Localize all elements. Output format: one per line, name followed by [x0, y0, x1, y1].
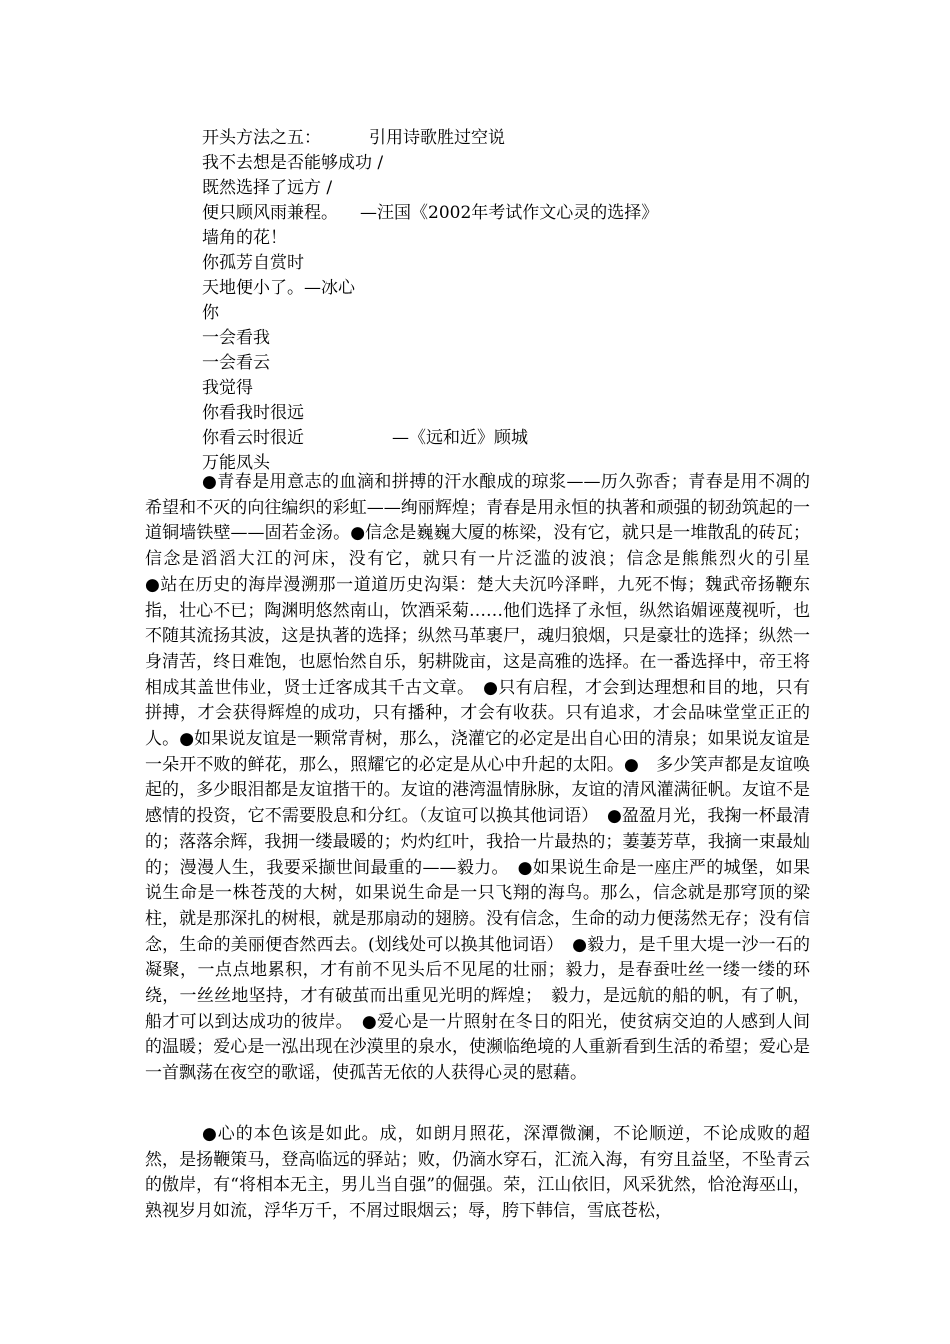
poem-line [202, 326, 802, 351]
poem-line-text: 墙角的花！ [202, 228, 287, 248]
poem-line [202, 426, 802, 451]
poem-line [202, 226, 802, 251]
poem-line [202, 351, 802, 376]
poem-line [202, 401, 802, 426]
body-paragraph: ●心的本色该是如此。成，如朗月照花，深潭微澜，不论顺逆，不论成败的超然，是扬鞭策马，登高临远的驿站；败，仍滴水穿石，汇流入海，有穷且益坚，不坠青云的傲岸，有“将相本无主，男儿当自强”的倔强。荣，江山依旧，风采犹然，恰沧海巫山，熟视岁月如流，浮华万千，不屑过眼烟云；辱，胯下韩信，雪底苍松， [145, 1124, 810, 1222]
poem-line-text: 天地便小了。—冰心 [202, 278, 355, 298]
poem-attribution: —汪国《2002年考试作文心灵的选择》 [360, 203, 659, 223]
heading-text: 开头方法之五： [202, 128, 321, 148]
poem-line [202, 376, 802, 401]
poem-line-text: 一会看云 [202, 353, 270, 373]
poem-line-text: 我不去想是否能够成功 / [202, 153, 384, 173]
heading-subtitle: 引用诗歌胜过空说 [369, 128, 505, 148]
poem-line [202, 201, 802, 226]
poem-block [202, 126, 802, 476]
poem-line-text: 你看我时很远 [202, 403, 304, 423]
body-paragraph: ●青春是用意志的血滴和拼搏的汗水酿成的琼浆——历久弥香；青春是用不凋的希望和不灭的向往编织的彩虹——绚丽辉煌；青春是用永恒的执著和顽强的韧劲筑起的一道铜墙铁壁——固若金汤。●信念是巍巍大厦的栋梁，没有它，就只是一堆散乱的砖瓦；信念是滔滔大江的河床，没有它，就只有一片泛滥的波浪；信念是熊熊烈火的引星 ●站在历史的海岸漫溯那一道道历史沟渠：楚大夫沉吟泽畔，九死不悔；魏武帝扬鞭东指，壮心不已；陶渊明悠然南山，饮酒采菊……他们选择了永恒，纵然谄媚诬蔑视听，也不随其流扬其波，这是执著的选择；纵然马革裹尸，魂归狼烟，只是豪壮的选择；纵然一身清苦，终日难饱，也愿怡然自乐，躬耕陇亩，这是高雅的选择。在一番选择中，帝王将相成其盖世伟业，贤士迁客成其千古文章。 ●只有启程，才会到达理想和目的地，只有拼搏，才会获得辉煌的成功，只有播种，才会有收获。只有追求，才会品味堂堂正正的人。●如果说友谊是一颗常青树，那么，浇灌它的必定是出自心田的清泉；如果说友谊是一朵开不败的鲜花，那么，照耀它的必定是从心中升起的太阳。● 多少笑声都是友谊唤起的，多少眼泪都是友谊揩干的。友谊的港湾温情脉脉，友谊的清风灌满征帆。友谊不是感情的投资，它不需要股息和分红。（友谊可以换其他词语） ●盈盈月光，我掬一杯最清的；落落余辉，我拥一缕最暖的；灼灼红叶，我拾一片最热的；萋萋芳草，我摘一束最灿的；漫漫人生，我要采撷世间最重的——毅力。 ●如果说生命是一座庄严的城堡，如果说生命是一株苍茂的大树，如果说生命是一只飞翔的海鸟。那么，信念就是那穹顶的梁柱，就是那深扎的树根，就是那扇动的翅膀。没有信念，生命的动力便荡然无存；没有信念，生命的美丽便杳然西去。(划线处可以换其他词语） ●毅力，是千里大堤一沙一石的凝聚，一点点地累积，才有前不见头后不见尾的壮丽；毅力，是春蚕吐丝一缕一缕的环绕，一丝丝地坚持，才有破茧而出重见光明的辉煌； 毅力，是远航的船的帆，有了帆，船才可以到达成功的彼岸。 ●爱心是一片照射在冬日的阳光，使贫病交迫的人感到人间的温暖；爱心是一泓出现在沙漠里的泉水，使濒临绝境的人重新看到生活的希望；爱心是一首飘荡在夜空的歌谣，使孤苦无依的人获得心灵的慰藉。 [145, 472, 861, 1084]
poem-line [202, 176, 802, 201]
poem-line-text: 一会看我 [202, 328, 270, 348]
poem-attribution: —《远和近》顾城 [392, 428, 528, 448]
poem-line-text: 便只顾风雨兼程。 [202, 203, 338, 223]
poem-line [202, 276, 802, 301]
poem-line [202, 301, 802, 326]
poem-line-text: 你 [202, 303, 219, 323]
poem-line [202, 151, 802, 176]
poem-line-text: 既然选择了远方 / [202, 178, 333, 198]
poem-line-text: 你看云时很近 [202, 428, 304, 448]
section-heading: 万能凤头 [202, 453, 270, 473]
poem-line-text: 你孤芳自赏时 [202, 253, 304, 273]
poem-line-text: 我觉得 [202, 378, 253, 398]
poem-line [202, 251, 802, 276]
poem-line [202, 126, 802, 151]
